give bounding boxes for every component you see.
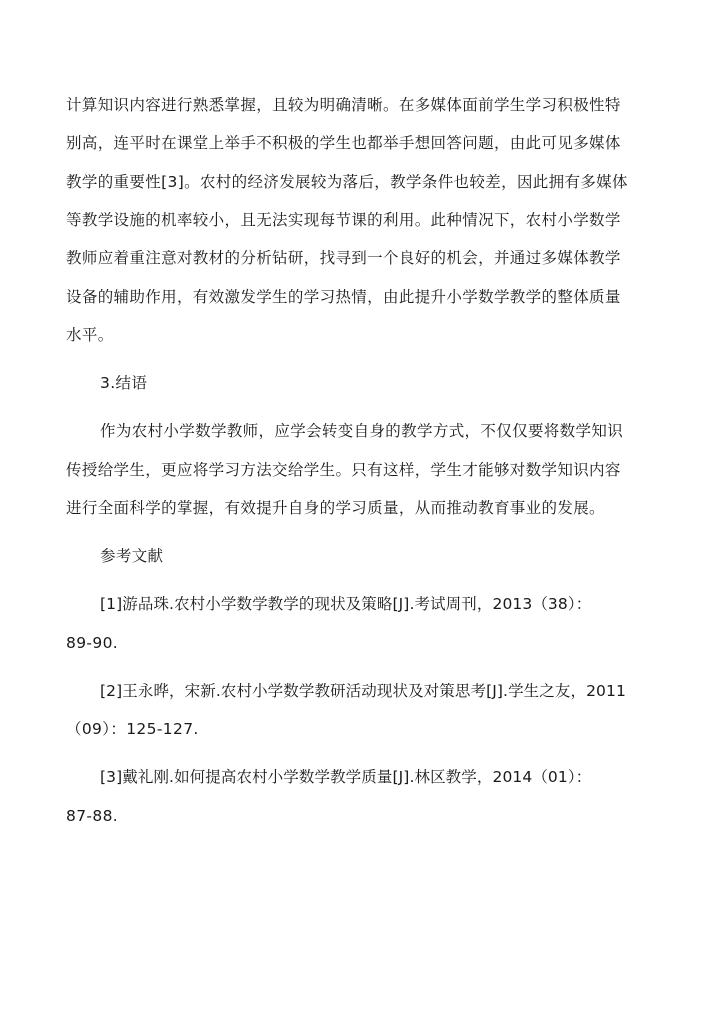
paragraph-line: 计算知识内容进行熟悉掌握，且较为明确清晰。在多媒体面前学生学习积极性特 xyxy=(66,96,621,114)
reference-item-line: 89-90. xyxy=(66,634,119,652)
paragraph-line: 进行全面科学的掌握，有效提升自身的学习质量，从而推动教育事业的发展。 xyxy=(66,499,605,517)
paragraph-line: 别高，连平时在课堂上举手不积极的学生也都举手想回答问题，由此可见多媒体 xyxy=(66,134,621,152)
reference-item-line: [1]游品珠.农村小学数学教学的现状及策略[J].考试周刊，2013（38）： xyxy=(100,595,592,613)
section-heading: 3.结语 xyxy=(100,374,148,392)
references-heading: 参考文献 xyxy=(100,547,164,565)
reference-item-line: 87-88. xyxy=(66,807,119,825)
paragraph-line: 作为农村小学数学教师，应学会转变自身的教学方式，不仅仅要将数学知识 xyxy=(100,422,624,440)
paragraph-line: 水平。 xyxy=(66,326,114,344)
paragraph-line: 等教学设施的机率较小，且无法实现每节课的利用。此种情况下，农村小学数学 xyxy=(66,211,621,229)
paragraph-line: 教师应着重注意对教材的分析钻研，找寻到一个良好的机会，并通过多媒体教学 xyxy=(66,249,621,267)
reference-item-line: [3]戴礼刚.如何提高农村小学数学教学质量[J].林区教学，2014（01）： xyxy=(100,768,592,786)
reference-item-line: （09）：125-127. xyxy=(66,720,199,738)
paragraph-line: 传授给学生，更应将学习方法交给学生。只有这样，学生才能够对数学知识内容 xyxy=(66,461,621,479)
paragraph-line: 教学的重要性[3]。农村的经济发展较为落后，教学条件也较差，因此拥有多媒体 xyxy=(66,173,628,191)
reference-item-line: [2]王永晔，宋新.农村小学数学教研活动现状及对策思考[J].学生之友，2011 xyxy=(100,682,626,700)
paragraph-line: 设备的辅助作用，有效激发学生的学习热情，由此提升小学数学教学的整体质量 xyxy=(66,288,621,306)
